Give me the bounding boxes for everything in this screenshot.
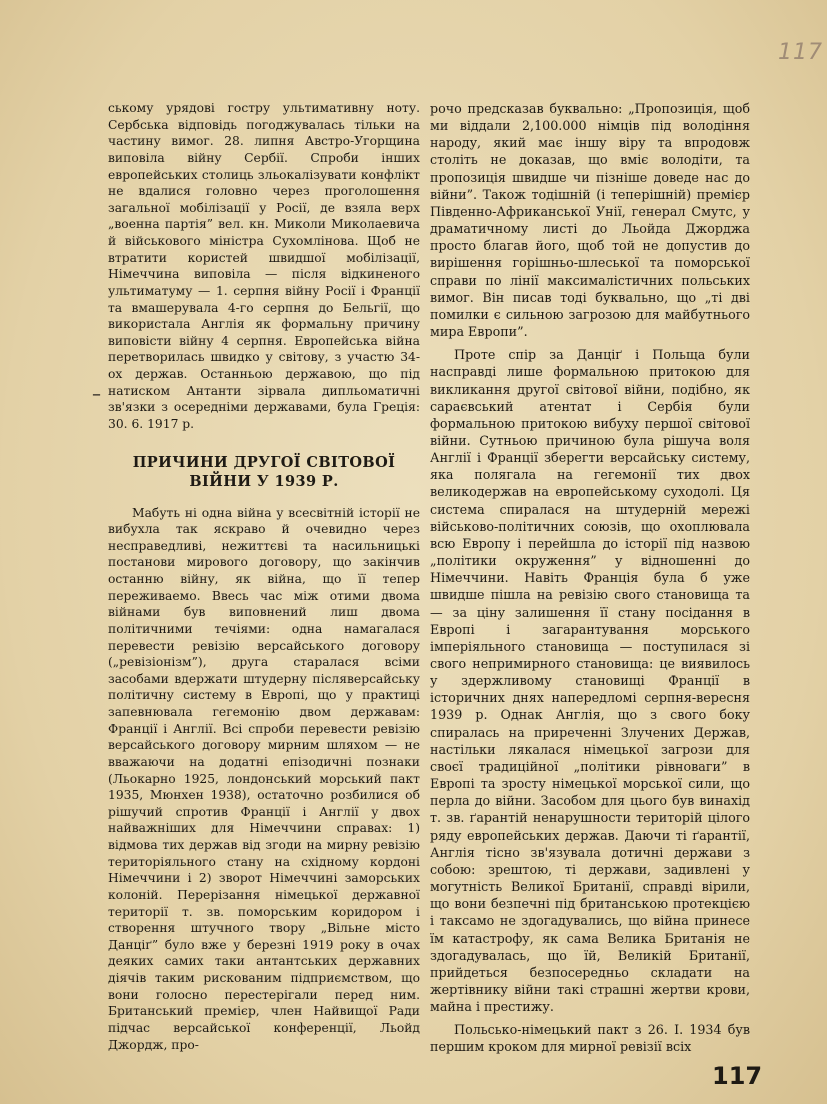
left-column <box>108 100 420 1053</box>
section-heading: ПРИЧИНИ ДРУГОЇ СВІТОВОЇ ВІЙНИ У 1939 Р. <box>132 453 396 490</box>
handwritten-page-note: 117 <box>778 40 823 65</box>
left-paragraph-2: Мабуть ні одна війна у всесвітній історії не вибухла так яскраво й очевидно через несправедливі, нежиттєві та насильницькі постанови мирового договору, що закінчив останню війну, як війна, що її тепер переживаемо. Ввесь час між отими двома війнами був виповнений лиш двома політичними течіями: одна намагалася перевести ревізію версайського договору („ревізіонізм”), друга старалася всіми засобами вдержати штудерну післяверсайську політичну систему в Европі, що у практиці запевнювала гегемонію двом державам: Франції і Англії. Всі спроби перевести ревізію версайського договору мирним шляхом — не вважаючи на додатні епізодичні познаки (Льокарно 1925, лондонський морський пакт 1935, Мюнхен 1938), остаточно розбилися об рішучий спротив Франції і Англії у двох найважніших для Німеччини справах: 1) відмова тих держав від згоди на мирну ревізію територіяльного стану на східному кордоні Німеччини і 2) зворот Німеччині заморських колоній. Перерізання німецької державної території т. зв. поморським коридором і створення штучного твору „Вільне місто Данціґ” було вже у березні 1919 року в очах деяких самих таки антантських державних діячів таким рискованим підприємством, що вони голосно перестерігали перед ним. Британський премієр, член Найвищої Ради підчас версайської конференції, Льойд Джордж, про- <box>108 505 420 1052</box>
margin-mark: – <box>92 384 101 405</box>
right-column <box>430 100 750 1056</box>
right-paragraph-1: рочо предсказав буквально: „Пропозиція, щоб ми віддали 2,100.000 німців під володіння народу, який має іншу віру та впродовж століть не доказав, що вміє володіти, та пропозиція швидше чи пізніше доведе нас до війни”. Також тодішній (і теперішній) премієр Південно-Африканської Унії, генерал Смутс, у драматичному листі до Льойда Джорджа просто благав його, щоб той не допустив до вирішення горішньо-шлеської та поморської справи по лінії максималістичних польських вимог. Він писав тоді буквально, що „ті дві помилки є сильною загрозою для майбутнього мира Европи”. <box>430 101 750 340</box>
left-paragraph-1: ському урядові гостру ультимативну ноту. Сербська відповідь погоджувалась тільки на частину вимог. 28. липня Австро-Угорщина виповіла війну Сербії. Спроби інших европейських столиць зльокалізувати конфлікт не вдалися головно через проголошення загальної мобілізації у Росії, де взяла верх „военна партія” вел. кн. Миколи Миколаевича й військового міністра Сухомлінова. Щоб не втратити користей швидшої мобілізації, Німеччина виповіла — після відкиненого ультиматуму — 1. серпня війну Росії і Франції та вмашерувала 4-го серпня до Бельгії, що використала Англія як формальну причину виповісти війну 4 серпня. Европейська війна перетворилась швидко у світову, з участю 34-ох держав. Останньою державою, що під натиском Антанти зірвала дипльоматичні зв'язки з осередніми державами, була Греція: 30. 6. 1917 р. <box>108 101 420 431</box>
page-number: 117 <box>712 1062 763 1090</box>
right-paragraph-2: Проте спір за Данціґ і Польща були насправді лише формальною притокою для викликання другої світової війни, подібно, як сараєвський атентат і Сербія були формальною притокою вибуху першої світової війни. Сутньою причиною була рішуча воля Англії і Франції зберегти версайську систему, яка полягала на гегемонії тих двох великодержав на европейському суходолі. Ця система спиралася на штудерній мережі військово-політичних союзів, що охоплювала всю Европу і перейшла до історії під назвою „політики окруження” у відношенні до Німеччини. Навіть Франція була б уже швидше пішла на ревізію свого становища та — за ціну залишення її стану посідання в Европі і загарантування морського імперіяльного становища — поступилася зі свого непримирного становища: це виявилось у здержливому становищі Франції в історичних днях напередломі серпня-вересня 1939 р. Однак Англія, що з свого боку спиралась на приреченні Злучених Держав, настільки лякалася німецької загрози для своєї традиційної „політики рівноваги” в Европі та зросту німецької морської сили, що перла до війни. Засобом для цього був винахід т. зв. ґарантій ненарушности територій цілого ряду европейських держав. Даючи ті ґарантії, Англія тісно зв'язувала дотичні держави з собою: зрештою, ті держави, задивлені у могутність Великої Британії, справді вірили, що вони безпечні під британською протекцією і таксамо не здогадувались, що війна принесе їм катастрофу, як сама Велика Британія не здогадувалась, що їй, Великій Британії, прийдеться безпосередньо складати на жертівнику війни такі страшні жертви крови, майна і престижу. <box>430 347 750 1015</box>
right-paragraph-3: Польсько-німецький пакт з 26. І. 1934 був першим кроком для мирної ревізії всіх <box>430 1022 750 1055</box>
